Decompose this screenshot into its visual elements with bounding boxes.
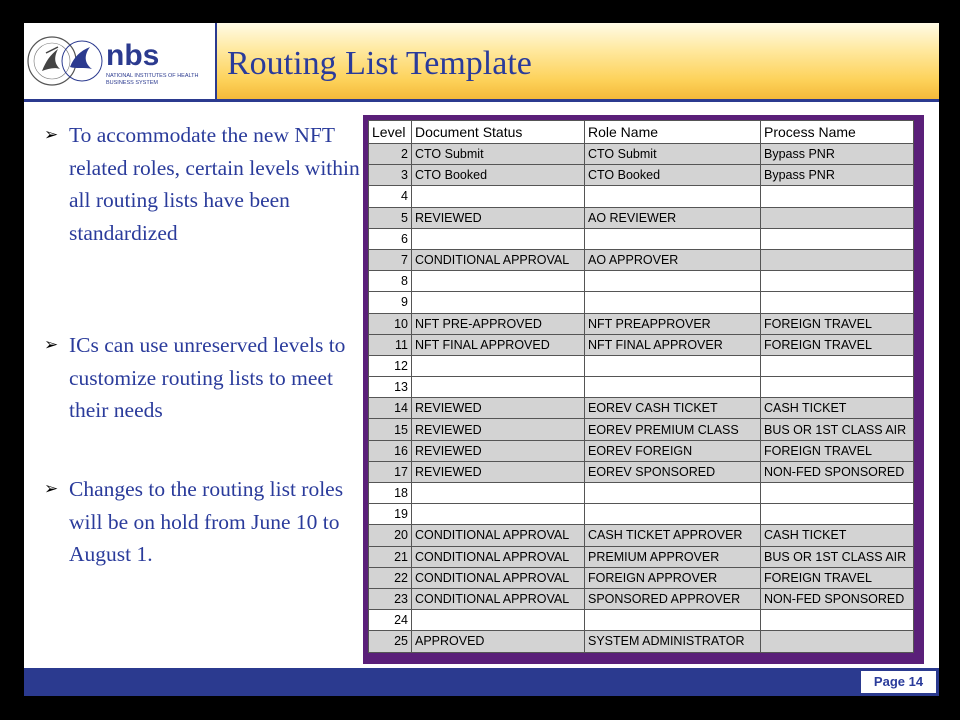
cell-role-name: CTO Submit [585, 144, 761, 165]
header-document-status: Document Status [412, 121, 585, 144]
cell-process-name [761, 271, 914, 292]
logo [24, 23, 217, 101]
cell-process-name: FOREIGN TRAVEL [761, 313, 914, 334]
cell-role-name: SPONSORED APPROVER [585, 588, 761, 609]
cell-role-name [585, 228, 761, 249]
cell-process-name: Bypass PNR [761, 165, 914, 186]
cell-process-name [761, 631, 914, 652]
footer-bar [24, 668, 939, 696]
cell-document-status: CONDITIONAL APPROVAL [412, 546, 585, 567]
cell-role-name: CASH TICKET APPROVER [585, 525, 761, 546]
cell-process-name: Bypass PNR [761, 144, 914, 165]
cell-process-name: BUS OR 1ST CLASS AIR [761, 419, 914, 440]
routing-table [368, 120, 914, 653]
cell-document-status: REVIEWED [412, 461, 585, 482]
cell-role-name: FOREIGN APPROVER [585, 567, 761, 588]
cell-process-name: FOREIGN TRAVEL [761, 567, 914, 588]
table-row [369, 355, 914, 376]
cell-process-name: FOREIGN TRAVEL [761, 440, 914, 461]
cell-document-status [412, 504, 585, 525]
cell-role-name: NFT FINAL APPROVER [585, 334, 761, 355]
cell-role-name: EOREV SPONSORED [585, 461, 761, 482]
cell-level: 14 [369, 398, 412, 419]
bullet-text: Changes to the routing list roles will be on hold from June 10 to August 1. [69, 477, 344, 566]
table-row [369, 588, 914, 609]
bullet-item [44, 473, 364, 571]
cell-document-status: REVIEWED [412, 440, 585, 461]
cell-level: 16 [369, 440, 412, 461]
table-row [369, 567, 914, 588]
cell-process-name [761, 186, 914, 207]
cell-level: 10 [369, 313, 412, 334]
cell-role-name: EOREV CASH TICKET [585, 398, 761, 419]
cell-process-name: NON-FED SPONSORED [761, 461, 914, 482]
cell-role-name [585, 355, 761, 376]
cell-role-name [585, 377, 761, 398]
cell-document-status: NFT FINAL APPROVED [412, 334, 585, 355]
bullet-item [44, 329, 364, 427]
cell-process-name [761, 483, 914, 504]
table-row [369, 144, 914, 165]
cell-level: 25 [369, 631, 412, 652]
table-row [369, 631, 914, 652]
table-row [369, 334, 914, 355]
table-row [369, 249, 914, 270]
table-row [369, 228, 914, 249]
table-row [369, 461, 914, 482]
cell-document-status [412, 377, 585, 398]
nih-seal-icon [24, 23, 215, 99]
cell-level: 17 [369, 461, 412, 482]
cell-role-name: AO APPROVER [585, 249, 761, 270]
cell-document-status [412, 292, 585, 313]
table-row [369, 546, 914, 567]
bullet-text: To accommodate the new NFT related roles, certain levels within all routing lists have been standardized [69, 123, 360, 245]
cell-document-status [412, 228, 585, 249]
cell-process-name [761, 610, 914, 631]
cell-level: 13 [369, 377, 412, 398]
cell-process-name: NON-FED SPONSORED [761, 588, 914, 609]
cell-document-status: REVIEWED [412, 398, 585, 419]
table-row [369, 419, 914, 440]
page-title: Routing List Template [227, 45, 532, 82]
bullet-text: ICs can use unreserved levels to customize routing lists to meet their needs [69, 333, 346, 422]
table-row [369, 610, 914, 631]
page-number: Page 14 [860, 670, 937, 694]
cell-process-name [761, 249, 914, 270]
table-row [369, 483, 914, 504]
table-row [369, 207, 914, 228]
cell-role-name: EOREV PREMIUM CLASS [585, 419, 761, 440]
cell-document-status [412, 483, 585, 504]
arrow-bullet-icon: ➢ [44, 125, 59, 145]
cell-role-name [585, 186, 761, 207]
cell-role-name [585, 292, 761, 313]
table-row [369, 313, 914, 334]
cell-role-name [585, 271, 761, 292]
cell-document-status: CONDITIONAL APPROVAL [412, 525, 585, 546]
cell-process-name [761, 207, 914, 228]
logo-text: nbs [106, 39, 160, 72]
cell-process-name: FOREIGN TRAVEL [761, 334, 914, 355]
svg-text:NATIONAL INSTITUTES OF HEALTH: NATIONAL INSTITUTES OF HEALTH [106, 73, 199, 79]
svg-text:BUSINESS SYSTEM: BUSINESS SYSTEM [106, 80, 158, 86]
cell-level: 22 [369, 567, 412, 588]
cell-level: 9 [369, 292, 412, 313]
cell-process-name [761, 377, 914, 398]
cell-process-name: CASH TICKET [761, 398, 914, 419]
header-role-name: Role Name [585, 121, 761, 144]
cell-document-status: CONDITIONAL APPROVAL [412, 588, 585, 609]
cell-role-name: PREMIUM APPROVER [585, 546, 761, 567]
table-row [369, 377, 914, 398]
cell-document-status: CTO Booked [412, 165, 585, 186]
cell-level: 24 [369, 610, 412, 631]
cell-process-name: BUS OR 1ST CLASS AIR [761, 546, 914, 567]
cell-role-name: EOREV FOREIGN [585, 440, 761, 461]
cell-level: 18 [369, 483, 412, 504]
title-bar [217, 23, 939, 99]
table-row [369, 440, 914, 461]
cell-level: 2 [369, 144, 412, 165]
cell-process-name [761, 292, 914, 313]
header-level: Level [369, 121, 412, 144]
cell-document-status [412, 271, 585, 292]
slide [24, 23, 939, 696]
table-row [369, 165, 914, 186]
cell-level: 12 [369, 355, 412, 376]
cell-document-status: NFT PRE-APPROVED [412, 313, 585, 334]
header-divider [24, 99, 939, 102]
cell-process-name [761, 355, 914, 376]
cell-role-name [585, 504, 761, 525]
table-row [369, 398, 914, 419]
cell-role-name: CTO Booked [585, 165, 761, 186]
cell-level: 4 [369, 186, 412, 207]
cell-level: 3 [369, 165, 412, 186]
arrow-bullet-icon: ➢ [44, 335, 59, 355]
cell-process-name [761, 504, 914, 525]
cell-level: 15 [369, 419, 412, 440]
cell-document-status [412, 355, 585, 376]
cell-role-name: AO REVIEWER [585, 207, 761, 228]
arrow-bullet-icon: ➢ [44, 479, 59, 499]
cell-document-status: REVIEWED [412, 419, 585, 440]
cell-role-name [585, 483, 761, 504]
table-row [369, 525, 914, 546]
cell-document-status: CTO Submit [412, 144, 585, 165]
cell-level: 20 [369, 525, 412, 546]
cell-document-status: CONDITIONAL APPROVAL [412, 567, 585, 588]
cell-document-status: APPROVED [412, 631, 585, 652]
cell-level: 19 [369, 504, 412, 525]
cell-level: 23 [369, 588, 412, 609]
table-row [369, 271, 914, 292]
cell-level: 6 [369, 228, 412, 249]
cell-level: 11 [369, 334, 412, 355]
bullet-item [44, 119, 364, 249]
table-row [369, 186, 914, 207]
table-header-row [369, 121, 914, 144]
cell-document-status [412, 186, 585, 207]
cell-process-name: CASH TICKET [761, 525, 914, 546]
cell-document-status: REVIEWED [412, 207, 585, 228]
cell-role-name: NFT PREAPPROVER [585, 313, 761, 334]
table-row [369, 504, 914, 525]
cell-process-name [761, 228, 914, 249]
cell-level: 7 [369, 249, 412, 270]
cell-document-status: CONDITIONAL APPROVAL [412, 249, 585, 270]
cell-level: 5 [369, 207, 412, 228]
cell-level: 21 [369, 546, 412, 567]
cell-level: 8 [369, 271, 412, 292]
cell-role-name [585, 610, 761, 631]
cell-role-name: SYSTEM ADMINISTRATOR [585, 631, 761, 652]
routing-table-frame [363, 115, 924, 664]
table-row [369, 292, 914, 313]
cell-document-status [412, 610, 585, 631]
header-process-name: Process Name [761, 121, 914, 144]
